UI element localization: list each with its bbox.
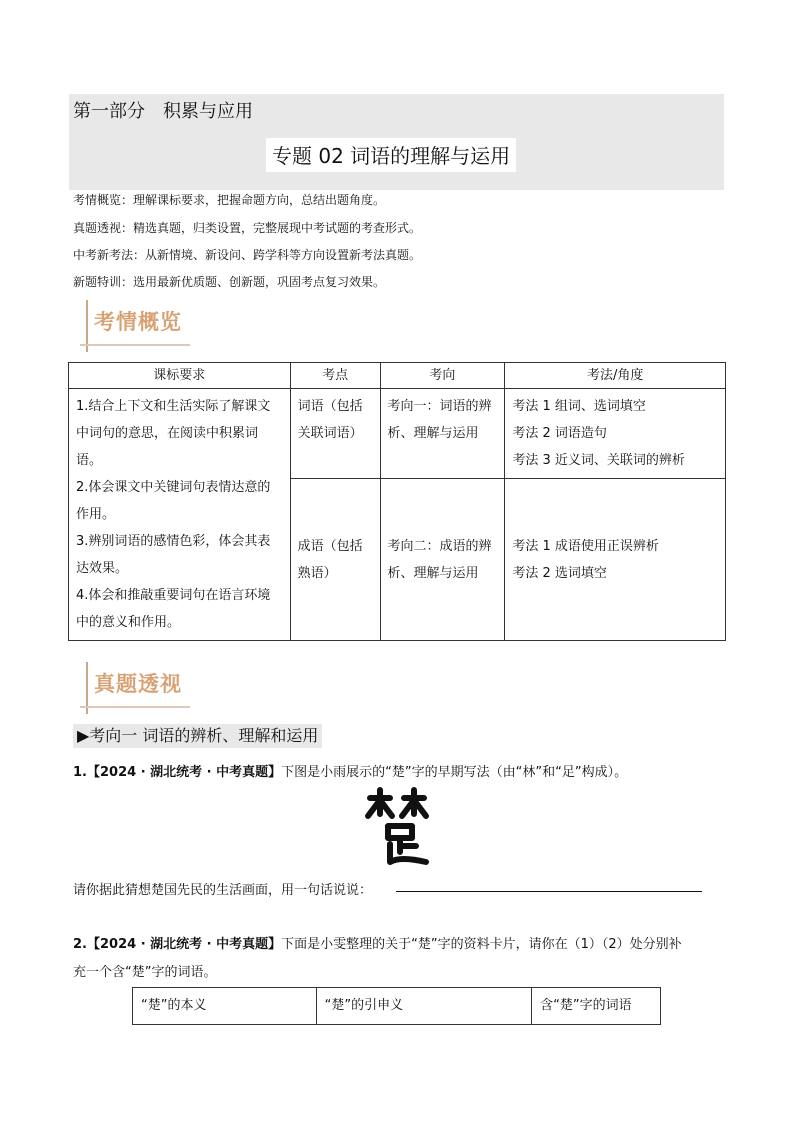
requirement-item: 3.辨别词语的感情色彩，体会其表达效果。 [76,534,271,576]
question-1 [73,761,627,780]
requirement-item: 2.体会课文中关键词句表情达意的作用。 [76,480,271,522]
intro-text: 选用最新优质题、创新题，巩固考点复习效果。 [133,275,386,289]
part-title [73,97,253,123]
intro-line [73,219,421,236]
question-1-prompt: 请你据此猜想楚国先民的生活画面，用一句话说说： [73,883,373,898]
direction-cell: 考向一：词语的辨析、理解与运用 [380,389,505,479]
section-heading-overview [80,300,210,352]
intro-line [73,246,421,263]
part-subtitle: 积累与应用 [163,101,253,122]
card-header: 含“楚”字的词语 [532,988,661,1025]
col-header: 考点 [290,363,380,389]
section-heading-real-questions [80,662,210,714]
requirements-table [68,362,726,641]
direction-heading: ▶考向一 词语的辨析、理解和运用 [73,724,322,748]
info-card-table [132,987,661,1025]
intro-key: 新题特训： [73,275,134,289]
intro-line [73,191,385,208]
question-text: 下图是小雨展示的“楚”字的早期写法（由“林”和“足”构成）。 [281,765,628,780]
table-header-row [69,363,726,389]
table-row [69,389,726,479]
method-item: 考法 1 成语使用正误辨析 [512,538,659,554]
question-source: 【2024 · 湖北统考 · 中考真题】 [86,765,282,780]
section-title: 真题透视 [94,672,182,696]
point-cell: 成语（包括熟语） [290,479,380,641]
method-item: 考法 1 组词、选词填空 [512,399,646,414]
question-source: 【2024 · 湖北统考 · 中考真题】 [86,937,282,952]
method-item: 考法 2 词语造句 [512,426,607,441]
requirement-item: 4.体会和推敲重要词句在语言环境中的意义和作用。 [76,588,271,630]
intro-key: 中考新考法： [73,248,146,262]
col-header: 考法/角度 [505,363,726,389]
answer-blank[interactable] [396,891,702,892]
requirements-cell [69,389,291,641]
heading-decor-horizontal [80,344,190,346]
card-header: “楚”的本义 [133,988,317,1025]
intro-text: 从新情境、新设问、跨学科等方向设置新考法真题。 [145,248,422,262]
direction-cell: 考向二：成语的辨析、理解与运用 [380,479,505,641]
requirement-item: 1.结合上下文和生活实际了解课文中词句的意思，在阅读中积累词语。 [76,399,271,468]
point-cell: 词语（包括关联词语） [290,389,380,479]
intro-key: 考情概览： [73,193,134,207]
intro-line [73,273,385,290]
intro-text: 精选真题，归类设置，完整展现中考试题的考查形式。 [133,221,422,235]
methods-cell [505,479,726,641]
method-item: 考法 3 近义词、关联词的辨析 [512,453,685,468]
topic-title: 专题 02 词语的理解与运用 [266,138,516,172]
col-header: 课标要求 [69,363,291,389]
card-header: “楚”的引申义 [316,988,532,1025]
section-title: 考情概览 [94,310,182,334]
col-header: 考向 [380,363,505,389]
question-number: 1. [73,765,87,780]
question-2 [73,933,682,952]
question-number: 2. [73,937,87,952]
method-item: 考法 2 选词填空 [512,565,607,581]
part-label: 第一部分 [73,101,145,122]
question-text: 下面是小雯整理的关于“楚”字的资料卡片，请你在（1）（2）处分别补 [281,937,682,952]
question-2-continued: 充一个含“楚”字的词语。 [73,965,217,980]
intro-text: 理解课标要求，把握命题方向，总结出题角度。 [133,193,386,207]
heading-decor-horizontal [80,706,190,708]
table-row [133,988,661,1025]
methods-cell [505,389,726,479]
chu-ancient-glyph [360,786,434,866]
intro-key: 真题透视： [73,221,134,235]
